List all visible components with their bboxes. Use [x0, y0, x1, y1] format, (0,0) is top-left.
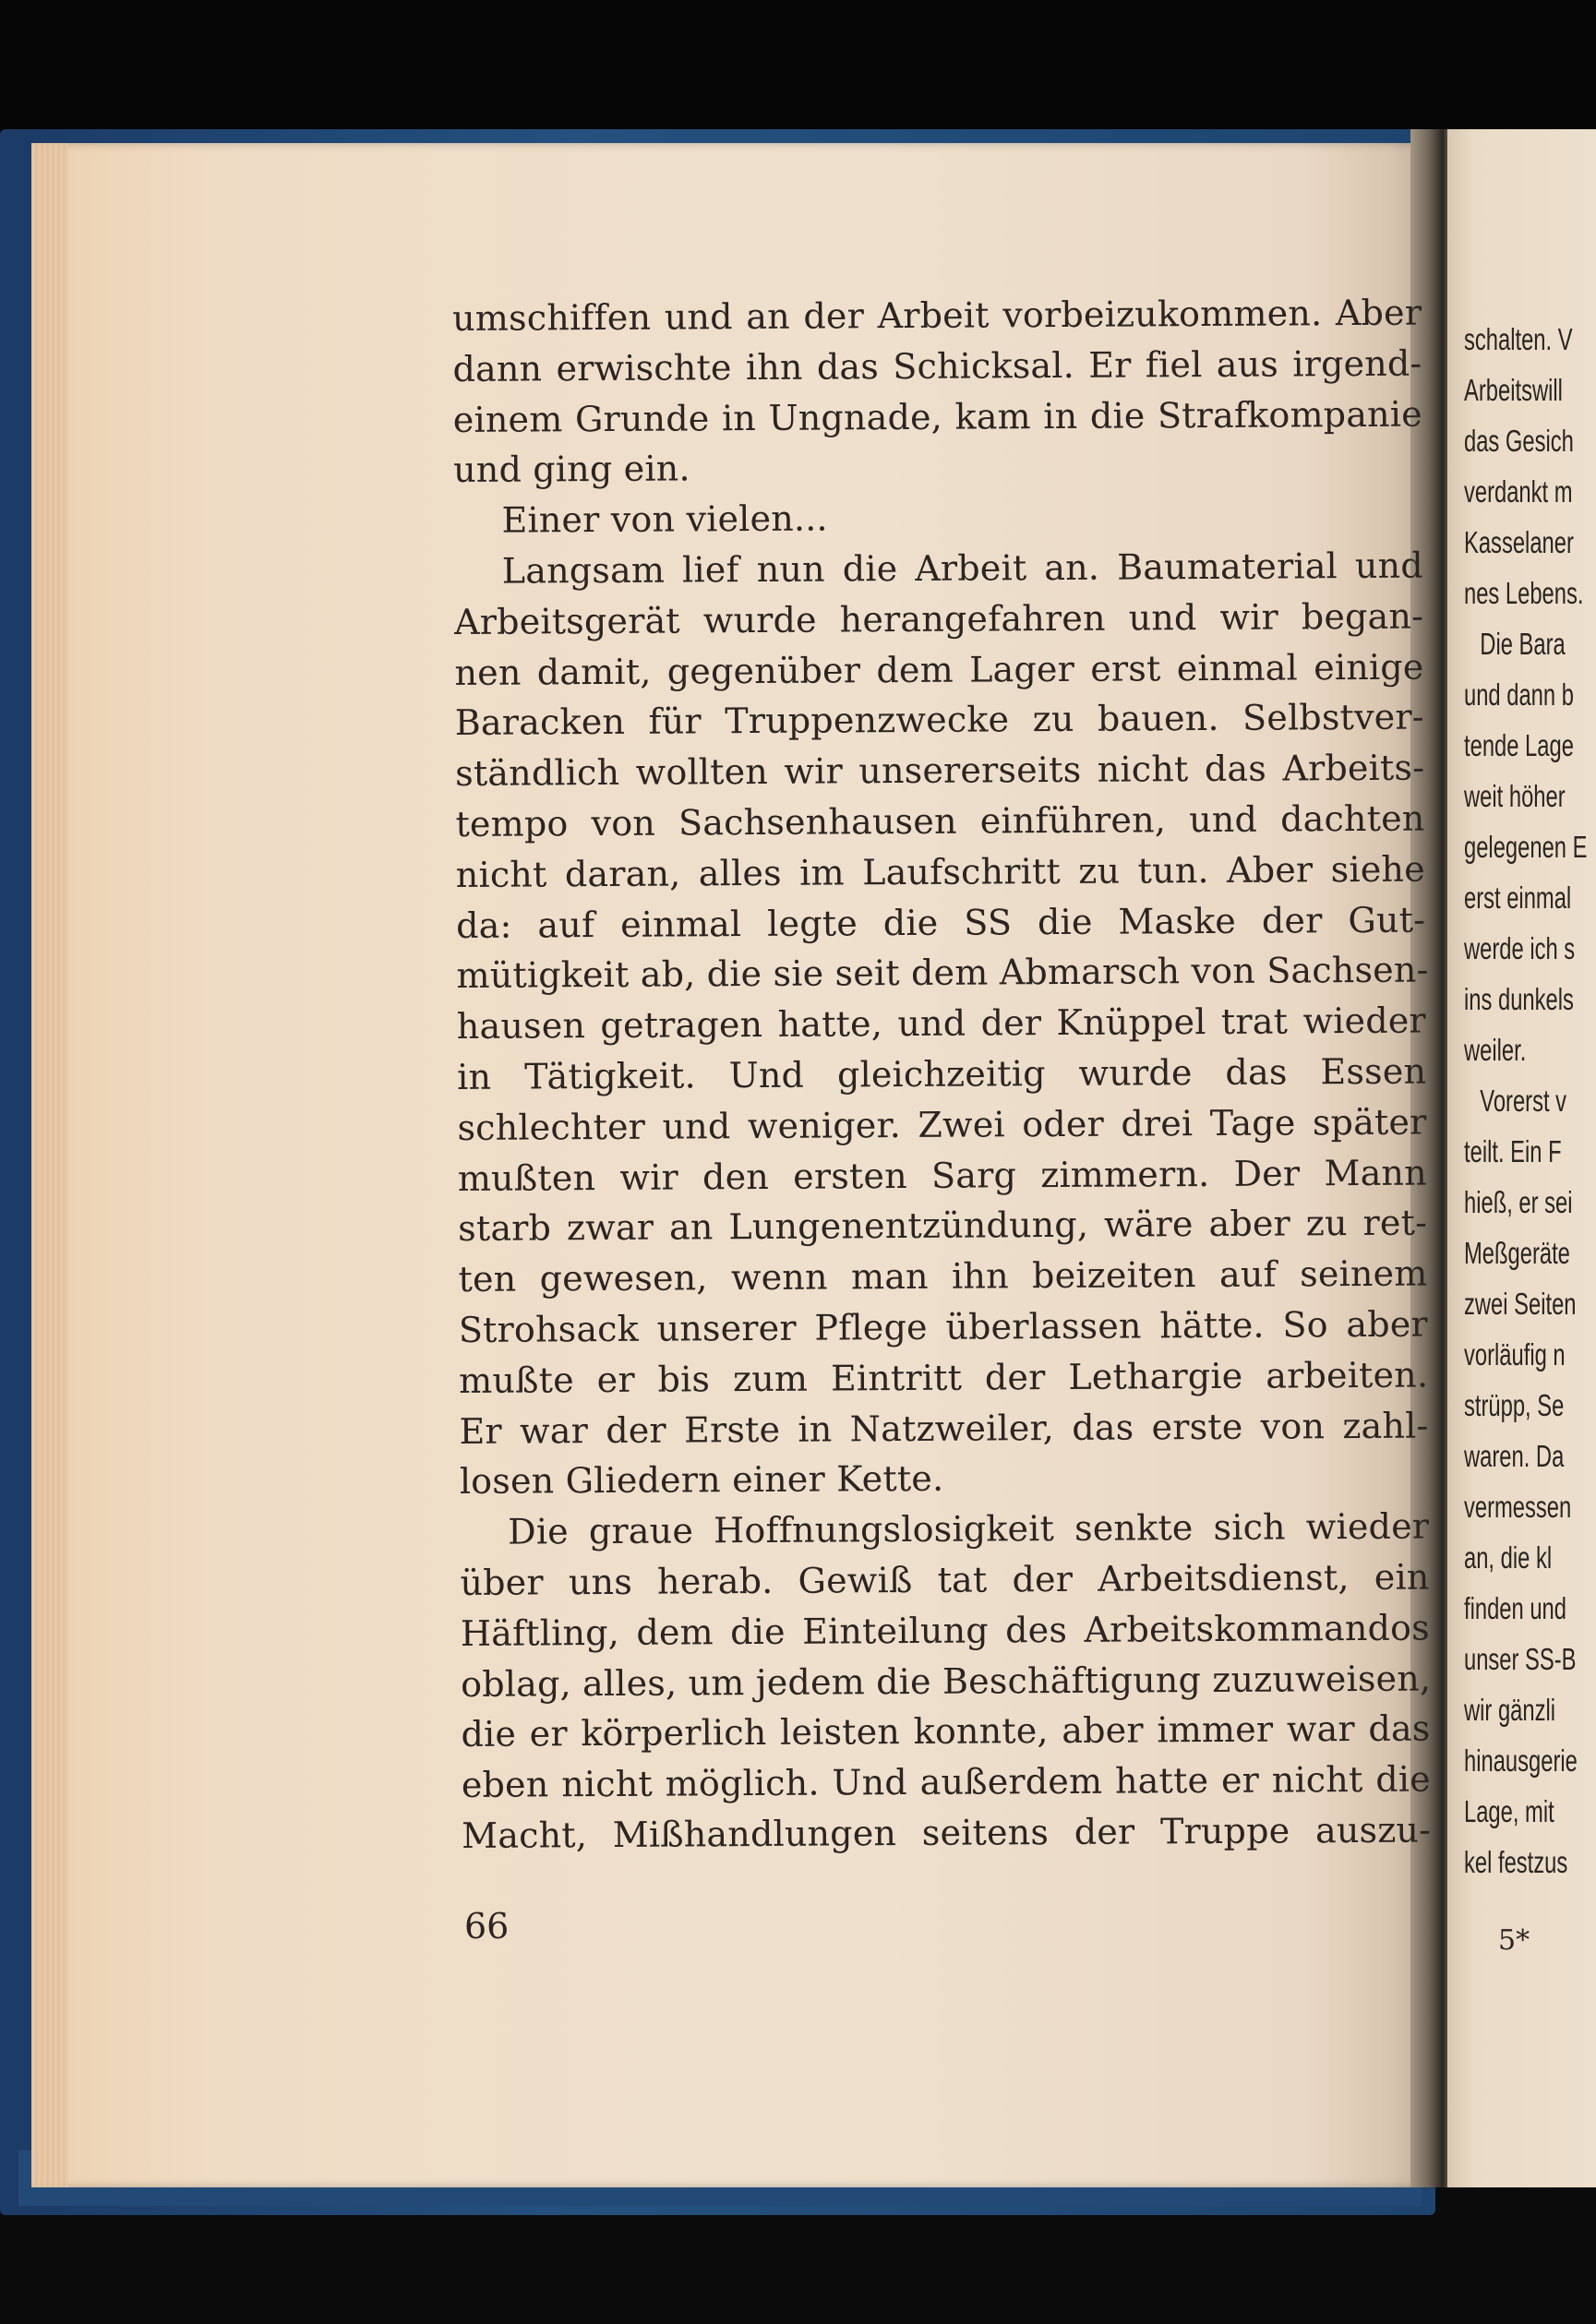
text-line: das Gesich	[1464, 424, 1574, 458]
text-line: Kasselaner	[1464, 525, 1574, 559]
text-line: Langsam lief nun die Arbeit an. Baumaterial und	[501, 545, 1423, 592]
text-line: Macht, Mißhandlungen seitens der Truppe auszu-	[462, 1809, 1432, 1856]
text-line: umschiffen und an der Arbeit vorbeizukommen. Aber	[452, 292, 1422, 339]
text-line: Arbeitswill	[1464, 373, 1563, 407]
text-line: in Tätigkeit. Und gleichzeitig wurde das Essen	[457, 1050, 1427, 1097]
text-line: Meßgeräte	[1464, 1236, 1570, 1270]
text-line: eben nicht möglich. Und außerdem hatte er nicht die	[461, 1758, 1431, 1806]
text-line: schlechter und weniger. Zwei oder drei Tage später	[457, 1101, 1427, 1148]
text-line: hinausgerie	[1464, 1743, 1578, 1778]
text-line: Häftling, dem die Einteilung des Arbeitskommandos	[460, 1607, 1430, 1654]
text-line: einem Grunde in Ungnade, kam in die Strafkompanie	[452, 393, 1422, 440]
text-line: losen Gliedern einer Kette.	[459, 1458, 944, 1503]
text-line: tempo von Sachsenhausen einführen, und dachten	[455, 797, 1425, 845]
text-line: kel festzus	[1464, 1845, 1568, 1879]
text-line: verdankt m	[1464, 474, 1573, 509]
text-line: nen damit, gegenüber dem Lager erst einmal einige	[454, 646, 1424, 693]
text-line: Vorerst v	[1480, 1084, 1567, 1118]
text-line: Die graue Hoffnungslosigkeit senkte sich wieder	[508, 1505, 1430, 1552]
text-line: ständlich wollten wir unsererseits nicht das Arbeits-	[455, 747, 1425, 795]
text-line: starb zwar an Lungenentzündung, wäre aber zu ret-	[458, 1202, 1428, 1250]
text-line: hieß, er sei	[1464, 1185, 1573, 1219]
text-line: mütigkeit ab, die sie seit dem Abmarsch von Sachsen-	[456, 949, 1429, 997]
text-line: Baracken für Truppenzwecke zu bauen. Selbstver-	[454, 696, 1424, 744]
text-line: an, die kl	[1464, 1540, 1553, 1575]
text-line: und dann b	[1464, 677, 1574, 712]
text-line: da: auf einmal legte die SS die Maske der Gut-	[456, 899, 1426, 946]
text-line: waren. Da	[1464, 1439, 1565, 1473]
text-line: hausen getragen hatte, und der Knüppel trat wieder	[456, 1000, 1426, 1048]
text-line: finden und	[1464, 1591, 1566, 1625]
text-line: weit höher	[1464, 779, 1566, 813]
text-line: Lage, mit	[1464, 1794, 1554, 1828]
text-line: ten gewesen, wenn man ihn beizeiten auf seinem	[458, 1252, 1428, 1300]
right-page-text	[1464, 314, 1596, 1887]
text-line: wir gänzli	[1464, 1693, 1556, 1727]
text-line: werde ich s	[1464, 931, 1576, 965]
left-page-text	[452, 288, 1431, 1862]
text-line: mußten wir den ersten Sarg zimmern. Der Mann	[457, 1152, 1427, 1199]
text-line: weiler.	[1464, 1033, 1527, 1067]
text-line: mußte er bis zum Eintritt der Lethargie arbeiten.	[459, 1354, 1429, 1401]
text-line: ins dunkels	[1464, 982, 1574, 1016]
text-line: zwei Seiten	[1464, 1287, 1577, 1321]
text-line: oblag, alles, um jedem die Beschäftigung zuzuweisen,	[461, 1658, 1432, 1705]
text-line: Arbeitsgerät wurde herangefahren und wir began-	[454, 595, 1424, 642]
text-line: gelegenen E	[1464, 830, 1588, 864]
text-line: vorläufig n	[1464, 1337, 1566, 1372]
text-line: Die Bara	[1480, 627, 1566, 661]
text-line: über uns herab. Gewiß tat der Arbeitsdienst, ein	[460, 1556, 1430, 1603]
text-line: dann erwischte ihn das Schicksal. Er fiel aus irgend-	[452, 342, 1422, 389]
text-line: nicht daran, alles im Laufschritt zu tun. Aber siehe	[455, 848, 1425, 895]
text-line: erst einmal	[1464, 880, 1572, 915]
text-line: die er körperlich leisten konnte, aber immer war das	[461, 1707, 1431, 1755]
text-line: vermessen	[1464, 1490, 1572, 1524]
text-line: teilt. Ein F	[1464, 1134, 1562, 1168]
text-line: nes Lebens.	[1464, 576, 1584, 610]
text-line: unser SS-B	[1464, 1642, 1577, 1676]
page-edges	[31, 143, 68, 2187]
text-line: Er war der Erste in Natzweiler, das erste von zahl-	[459, 1405, 1429, 1452]
text-line: tende Lage	[1464, 728, 1574, 762]
text-line: Einer von vielen...	[501, 497, 828, 541]
background-top	[0, 0, 1596, 134]
text-line: schalten. V	[1464, 322, 1573, 356]
right-page-number: 5*	[1498, 1924, 1530, 1957]
left-page-number: 66	[464, 1906, 510, 1947]
text-line: strüpp, Se	[1464, 1388, 1565, 1422]
right-page	[1447, 129, 1596, 2187]
text-line: Strohsack unserer Pflege überlassen hätte. So aber	[458, 1303, 1428, 1350]
text-line: und ging ein.	[453, 448, 690, 491]
